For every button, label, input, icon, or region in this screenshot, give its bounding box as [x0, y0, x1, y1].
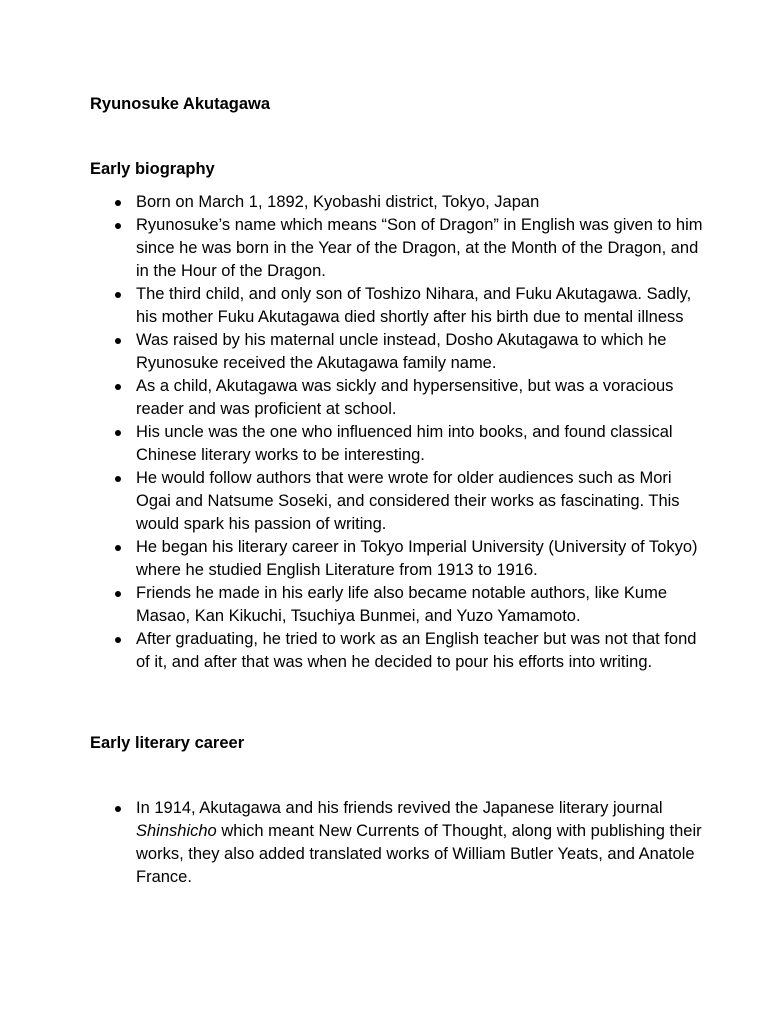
list-item: The third child, and only son of Toshizo Nihara, and Fuku Akutagawa. Sadly, his mother Fuku Akutagawa died shortly after his birth due to mental illness [90, 283, 710, 329]
bullet-icon [115, 338, 121, 344]
list-item: Was raised by his maternal uncle instead, Dosho Akutagawa to which he Ryunosuke received the Akutagawa family name. [90, 329, 710, 375]
bullet-icon [115, 476, 121, 482]
list-item: Friends he made in his early life also became notable authors, like Kume Masao, Kan Kikuchi, Tsuchiya Bunmei, and Yuzo Yamamoto. [90, 582, 710, 628]
list-item: Born on March 1, 1892, Kyobashi district, Tokyo, Japan [90, 191, 710, 214]
document-title: Ryunosuke Akutagawa [90, 95, 271, 113]
list-item: Ryunosuke’s name which means “Son of Dragon” in English was given to him since he was born in the Year of the Dragon, at the Month of the Dragon, and in the Hour of the Dragon. [90, 214, 710, 283]
section-heading-early-biography: Early biography [90, 160, 215, 178]
early-literary-career-list [90, 797, 710, 889]
bullet-icon [115, 292, 121, 298]
bullet-icon [115, 591, 121, 597]
list-item: As a child, Akutagawa was sickly and hypersensitive, but was a voracious reader and was proficient at school. [90, 375, 710, 421]
bullet-icon [115, 384, 121, 390]
list-item: He began his literary career in Tokyo Imperial University (University of Tokyo) where he studied English Literature from 1913 to 1916. [90, 536, 710, 582]
list-item: After graduating, he tried to work as an English teacher but was not that fond of it, and after that was when he decided to pour his efforts into writing. [90, 628, 710, 674]
bullet-icon [115, 806, 121, 812]
bullet-icon [115, 223, 121, 229]
bullet-icon [115, 200, 121, 206]
journal-title: Shinshicho [136, 822, 217, 840]
bullet-icon [115, 637, 121, 643]
list-item: His uncle was the one who influenced him into books, and found classical Chinese literary works to be interesting. [90, 421, 710, 467]
list-item: He would follow authors that were wrote for older audiences such as Mori Ogai and Natsume Soseki, and considered their works as fascinating. This would spark his passion of writing. [90, 467, 710, 536]
bullet-icon [115, 545, 121, 551]
section-heading-early-literary-career: Early literary career [90, 734, 245, 752]
bullet-icon [115, 430, 121, 436]
early-biography-list [90, 191, 710, 674]
list-item: In 1914, Akutagawa and his friends revived the Japanese literary journal Shinshicho which meant New Currents of Thought, along with publishing their works, they also added translated works of William Butler Yeats, and Anatole France. [90, 797, 710, 889]
